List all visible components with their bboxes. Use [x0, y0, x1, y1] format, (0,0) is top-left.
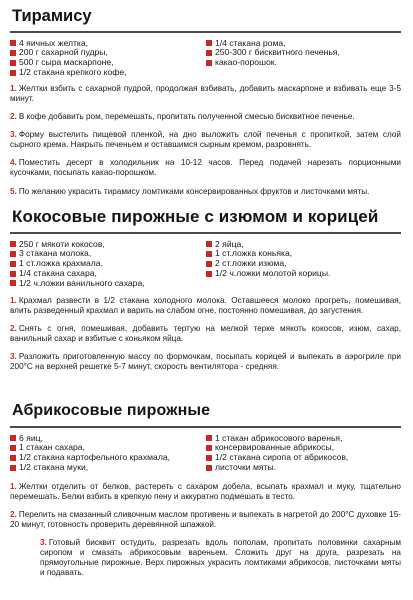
bullet-marker: [206, 445, 212, 451]
title-divider: [10, 232, 401, 234]
ingredient-item: 1/4 стакана рома,: [206, 39, 401, 49]
ingredient-item: 1 ст.ложка крахмала,: [10, 259, 206, 269]
ingredient-item: 6 яиц,: [10, 434, 206, 444]
bullet-marker: [206, 435, 212, 441]
ingredient-item: 200 г сахарной пудры,: [10, 48, 206, 58]
ingredient-item: 1/2 ч.ложки молотой корицы.: [206, 269, 401, 279]
ingredients-left-column: [10, 434, 206, 473]
steps-list: [10, 482, 401, 578]
bullet-marker: [10, 40, 16, 46]
bullet-marker: [206, 50, 212, 56]
title-divider: [10, 31, 401, 33]
bullet-marker: [10, 60, 16, 66]
recipe-title: Абрикосовые пирожные: [12, 402, 211, 419]
bullet-marker: [206, 60, 212, 66]
recipe-title: Тирамису: [12, 7, 92, 25]
bullet-marker: [10, 271, 16, 277]
recipe-step: 1. Крахмал развести в 1/2 стакана холодного молока. Оставшееся молоко прогреть, помешивая, влить разведенный крахмал и варить на слабом огне, постоянно помешивая, до загустения.: [10, 295, 401, 315]
recipe-step: 3. Форму выстелить пищевой пленкой, на дно выложить слой печенья с пропиткой, затем слой сырного крема. Накрыть печеньем и оставшимся сырным кремом, разровнять.: [10, 130, 401, 150]
ingredient-item: 1 стакан абрикосового варенья,: [206, 434, 401, 444]
bullet-marker: [206, 465, 212, 471]
ingredients-right-column: [206, 39, 401, 78]
ingredient-item: консервированные абрикосы,: [206, 443, 401, 453]
ingredient-item: листочки мяты.: [206, 463, 401, 473]
recipe-step: 4. Поместить десерт в холодильник на 10-12 часов. Перед подачей нарезать порционными кусочками, посыпать какао-порошком.: [10, 158, 401, 178]
recipe-step: 2. Перелить на смазанный сливочным маслом противень и выпекать в нагретой до 200°С духовке 15-20 минут, готовность проверить деревянной шпажкой.: [10, 509, 401, 529]
recipe-step: 5. По желанию украсить тирамису ломтиками консервированных фруктов и листочками мяты.: [10, 186, 370, 196]
recipe-coconut-cakes: [10, 207, 401, 380]
ingredient-item: 250-300 г бисквитного печенья,: [206, 48, 401, 58]
ingredient-item: 2 ст.ложки изюма,: [206, 259, 401, 269]
ingredient-item: какао-порошок.: [206, 58, 401, 68]
bullet-marker: [206, 271, 212, 277]
bullet-marker: [10, 50, 16, 56]
steps-list: [10, 296, 401, 372]
title-divider: [10, 426, 401, 428]
ingredient-item: 1/4 стакана сахара,: [10, 269, 206, 279]
ingredients-left-column: [10, 39, 206, 78]
ingredient-item: 3 стакана молока,: [10, 249, 206, 259]
ingredient-item: 1/2 ч.ложки ванильного сахара,: [10, 279, 206, 289]
ingredients-list: [10, 39, 401, 78]
ingredient-item: 4 яичных желтка,: [10, 39, 206, 49]
recipe-step: 2. Снять с огня, помешивая, добавить тертую на мелкой терке мякоть кокосов, изюм, сахар, ванильный сахар и взбитые с коньяком яйца.: [10, 323, 401, 343]
bullet-marker: [206, 40, 212, 46]
ingredient-item: 250 г мякоти кокосов,: [10, 240, 206, 250]
bullet-marker: [206, 241, 212, 247]
steps-list: [10, 84, 401, 197]
recipe-tiramisu: [10, 6, 401, 205]
ingredient-item: 1 ст.ложка коньяка,: [206, 249, 401, 259]
recipe-step: 3. Готовый бисквит остудить, разрезать вдоль пополам, пропитать половинки сахарным сиропом и смазать абрикосовым вареньем. Сложить друг на друга, разрезать на прямоугольные пирожные. Верх пирожных украсить ломтиками абрикосов, листочками мяты и подавать.: [40, 538, 401, 578]
bullet-marker: [10, 280, 16, 286]
bullet-marker: [206, 251, 212, 257]
bullet-marker: [10, 445, 16, 451]
recipe-step: 2. В кофе добавить ром, перемешать, пропитать полученной смесью бисквитное печенье.: [10, 111, 355, 121]
recipe-apricot-cakes: [10, 401, 401, 586]
recipe-step: 1. Желтки отделить от белков, растереть с сахаром добела, всыпать крахмал и муку, тщательно перемешать. Белки взбить в крепкую пену и аккуратно подмешать в тесто.: [10, 481, 401, 501]
bullet-marker: [206, 261, 212, 267]
ingredients-list: [10, 434, 401, 473]
recipe-step: 3. Разложить приготовленную массу по формочкам, посыпать корицей и выпекать в аэрогриле при 200°С на верхней решетке 5-7 минут, скорость вентилятора - средняя.: [10, 351, 401, 371]
ingredient-item: 1/2 стакана крепкого кофе,: [10, 68, 206, 78]
ingredient-item: 1/2 стакана картофельного крахмала,: [10, 453, 206, 463]
bullet-marker: [10, 261, 16, 267]
ingredient-item: 500 г сыра маскарпоне,: [10, 58, 206, 68]
bullet-marker: [206, 455, 212, 461]
bullet-marker: [10, 435, 16, 441]
bullet-marker: [10, 455, 16, 461]
ingredients-list: [10, 240, 401, 289]
ingredient-item: 1/2 стакана сиропа от абрикосов,: [206, 453, 401, 463]
recipe-title: Кокосовые пирожные с изюмом и корицей: [12, 207, 379, 226]
ingredients-left-column: [10, 240, 206, 289]
ingredients-right-column: [206, 434, 401, 473]
ingredient-item: 1 стакан сахара,: [10, 443, 206, 453]
recipe-step: 1. Желтки взбить с сахарной пудрой, продолжая взбивать, добавить маскарпоне и взбивать еще 3-5 минут.: [10, 83, 401, 103]
ingredients-right-column: [206, 240, 401, 289]
ingredient-item: 1/2 стакана муки,: [10, 463, 206, 473]
bullet-marker: [10, 70, 16, 76]
ingredient-item: 2 яйца,: [206, 240, 401, 250]
bullet-marker: [10, 465, 16, 471]
bullet-marker: [10, 241, 16, 247]
bullet-marker: [10, 251, 16, 257]
